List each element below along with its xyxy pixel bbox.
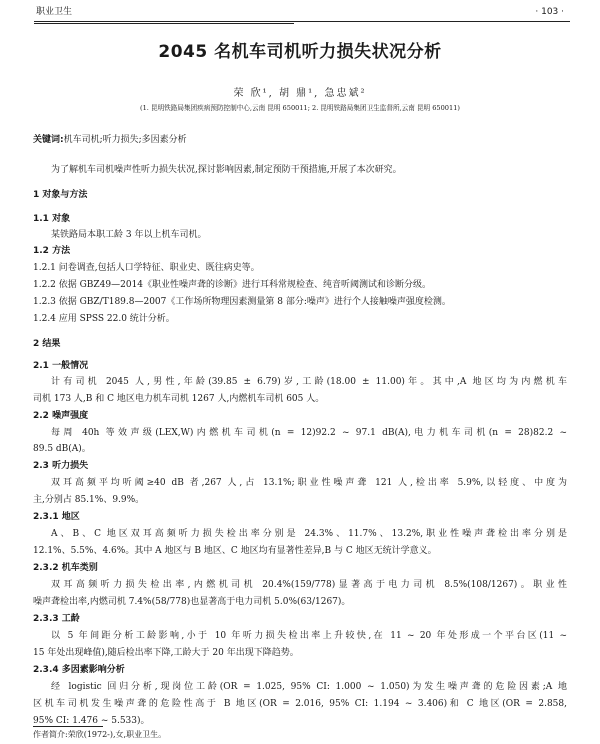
paragraph-line: 1.2.1 问卷调查,包括人口学特征、职业史、既往病史等。 [33,263,260,273]
paragraph-line: 1.2.2 依据 GBZ49—2014《职业性噪声聋的诊断》进行耳科常规检查、纯音听阈测试和诊断分级。 [33,280,432,290]
footnote-rule [33,726,103,727]
keywords-label: 关键词: [33,135,64,145]
paragraph-line: 经 logistic 回归分析,现岗位工龄(OR = 1.025, 95% CI: 1.000 ~ 1.050)为发生噪声聋的危险因素;A 地 [51,682,567,692]
paragraph-line: 司机 173 人,B 和 C 地区电力机车司机 1267 人,内燃机车司机 605 人。 [33,394,325,404]
paragraph-line: 95% CI: 1.476 ~ 5.533)。 [33,716,150,726]
header-rule-secondary [34,23,294,24]
paragraph-line: 12.1%、5.5%、4.6%。其中 A 地区与 B 地区、C 地区均有显著性差异,B 与 C 地区无统计学意义。 [33,546,437,556]
subsection-heading: 2.3.2 机车类别 [33,563,98,573]
paragraph-line: 1.2.4 应用 SPSS 22.0 统计分析。 [33,314,175,324]
journal-name: 职业卫生 [36,7,73,17]
paragraph-line: 每周 40h 等效声级(LEX,W)内燃机车司机(n = 12)92.2 ~ 97.1 dB(A),电力机车司机(n = 28)82.2 ~ [51,428,567,438]
paragraph-line: A、B、C 地区双耳高频听力损失检出率分别是 24.3%、11.7%、13.2%,职业性噪声聋检出率分别是 [51,529,567,539]
page-number: · 103 · [535,7,564,17]
subsection-heading: 2.1 一般情况 [33,361,89,371]
paragraph-line: 双耳高频平均听阈≥40 dB 者,267 人,占 13.1%;职业性噪声聋 121 人,检出率 5.9%,以轻度、中度为 [51,478,567,488]
subsection-heading: 1.2 方法 [33,246,71,256]
section-heading-results: 2 结果 [33,339,61,349]
header-rule [34,21,570,22]
paragraph-line: 89.5 dB(A)。 [33,444,91,454]
affiliation: (1. 昆明铁路局集团疾病预防控制中心,云南 昆明 650011; 2. 昆明铁路局集团卫生监督所,云南 昆明 650011) [140,104,460,112]
subsection-heading: 2.3.1 地区 [33,512,80,522]
subsection-heading: 2.2 噪声强度 [33,411,89,421]
subsection-heading: 1.1 对象 [33,214,71,224]
paragraph-line: 15 年处出现峰值),随后检出率下降,工龄大于 20 年出现下降趋势。 [33,648,299,658]
paragraph-line: 区机车司机发生噪声聋的危险性高于 B 地区(OR = 2.016, 95% CI: 1.194 ~ 3.406)和 C 地区(OR = 2.858, [33,699,567,709]
section-heading-methods: 1 对象与方法 [33,190,88,200]
intro-paragraph: 为了解机车司机噪声性听力损失状况,探讨影响因素,制定预防干预措施,开展了本次研究。 [51,165,402,175]
subsection-heading: 2.3.3 工龄 [33,614,80,624]
paragraph-line: 双耳高频听力损失检出率,内燃机司机 20.4%(159/778)显著高于电力司机 8.5%(108/1267)。职业性 [51,580,567,590]
paragraph-line: 主,分别占 85.1%、9.9%。 [33,495,145,505]
paragraph-line: 计有司机 2045 人,男性,年龄(39.85 ± 6.79)岁,工龄(18.00 ± 11.00)年。其中,A 地区均为内燃机车 [51,377,567,387]
paragraph-line: 1.2.3 依据 GBZ/T189.8—2007《工作场所物理因素测量第 8 部分:噪声》进行个人接触噪声强度检测。 [33,297,451,307]
paragraph-line: 某铁路局本职工龄 3 年以上机车司机。 [51,230,207,240]
paragraph-line: 噪声聋检出率,内燃司机 7.4%(58/778)也显著高于电力司机 5.0%(63/1267)。 [33,597,351,607]
footnote: 作者简介:荣欣(1972-),女,职业卫生。 [33,730,167,739]
authors: 荣 欣¹, 胡 鼎¹, 急忠斌² [233,88,367,99]
paragraph-line: 以 5 年间距分析工龄影响,小于 10 年听力损失检出率上升较快,在 11 ~ 20 年处形成一个平台区(11 ~ [51,631,567,641]
keywords-text: 机车司机;听力损失;多因素分析 [63,135,187,145]
article-title: 2045 名机车司机听力损失状况分析 [158,42,442,62]
keywords [33,136,187,145]
subsection-heading: 2.3 听力损失 [33,461,89,471]
subsection-heading: 2.3.4 多因素影响分析 [33,665,125,675]
